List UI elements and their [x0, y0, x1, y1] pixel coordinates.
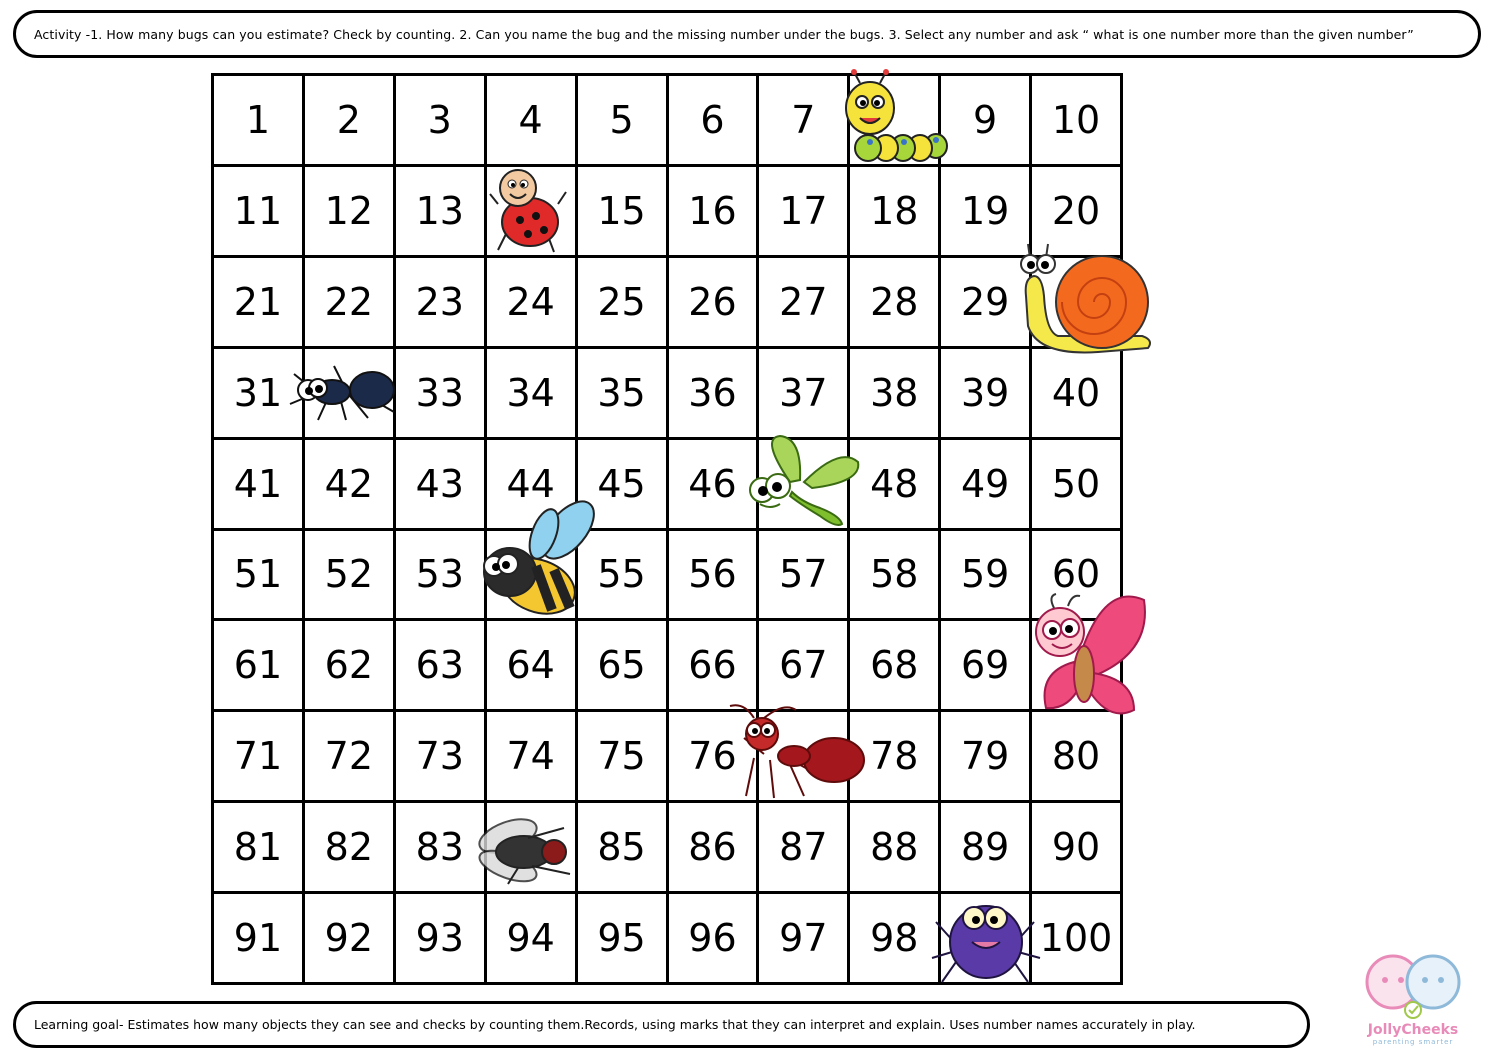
grid-cell: 17 — [759, 167, 850, 258]
grid-cell: 22 — [305, 258, 396, 349]
grid-cell: 24 — [487, 258, 578, 349]
grid-cell: 67 — [759, 621, 850, 712]
grid-cell: 6 — [669, 76, 760, 167]
grid-cell: 18 — [850, 167, 941, 258]
logo-name: JollyCheeks — [1367, 1022, 1459, 1038]
grid-cell: 45 — [578, 440, 669, 531]
grid-cell: 50 — [1032, 440, 1123, 531]
grid-cell: 26 — [669, 258, 760, 349]
number-grid — [211, 73, 1123, 985]
grid-cell: 88 — [850, 803, 941, 894]
grid-cell: 91 — [214, 894, 305, 985]
grid-cell: 39 — [941, 349, 1032, 440]
grid-cell: 5 — [578, 76, 669, 167]
grid-cell: 87 — [759, 803, 850, 894]
grid-cell: 2 — [305, 76, 396, 167]
grid-cell: 38 — [850, 349, 941, 440]
grid-cell: 36 — [669, 349, 760, 440]
instructions-box — [13, 10, 1481, 58]
ant-icon — [724, 698, 866, 802]
grid-cell: 37 — [759, 349, 850, 440]
grid-cell: 62 — [305, 621, 396, 712]
grid-cell: 73 — [396, 712, 487, 803]
grid-cell: 89 — [941, 803, 1032, 894]
grid-cell: 51 — [214, 531, 305, 622]
jollycheeks-logo — [1355, 948, 1471, 1048]
grid-cell: 41 — [214, 440, 305, 531]
grid-cell: 35 — [578, 349, 669, 440]
spider-icon — [284, 360, 402, 424]
grid-cell: 60 — [1032, 531, 1123, 622]
grid-cell: 92 — [305, 894, 396, 985]
purple-spider-icon — [930, 892, 1042, 984]
grid-cell: 11 — [214, 167, 305, 258]
grid-cell: 43 — [396, 440, 487, 531]
grid-cell: 19 — [941, 167, 1032, 258]
grid-cell: 66 — [669, 621, 760, 712]
snail-icon — [1018, 236, 1156, 358]
grid-cell: 65 — [578, 621, 669, 712]
grid-cell: 52 — [305, 531, 396, 622]
grid-cell: 83 — [396, 803, 487, 894]
grid-cell: 82 — [305, 803, 396, 894]
grid-cell: 96 — [669, 894, 760, 985]
fly-icon — [468, 808, 582, 886]
grid-cell: 81 — [214, 803, 305, 894]
grid-cell: 46 — [669, 440, 760, 531]
grid-cell: 74 — [487, 712, 578, 803]
grid-cell: 25 — [578, 258, 669, 349]
grid-cell: 28 — [850, 258, 941, 349]
grid-cell: 90 — [1032, 803, 1123, 894]
grid-cell: 23 — [396, 258, 487, 349]
grid-cell: 33 — [396, 349, 487, 440]
grid-cell: 58 — [850, 531, 941, 622]
grid-cell: 34 — [487, 349, 578, 440]
grid-cell: 27 — [759, 258, 850, 349]
caterpillar-icon — [840, 68, 952, 164]
grid-cell: 59 — [941, 531, 1032, 622]
grid-cell: 21 — [214, 258, 305, 349]
grid-cell: 9 — [941, 76, 1032, 167]
grid-cell: 72 — [305, 712, 396, 803]
grid-cell: 79 — [941, 712, 1032, 803]
grid-cell: 48 — [850, 440, 941, 531]
grid-cell: 15 — [578, 167, 669, 258]
ladybug-icon — [488, 164, 568, 256]
grid-cell: 29 — [941, 258, 1032, 349]
learning-goal-text: Learning goal- Estimates how many objects they can see and checks by counting them.Records, using marks that they can interpret and explain. Uses number names accurately in play. — [34, 1017, 1196, 1032]
grid-cell: 80 — [1032, 712, 1123, 803]
grid-cell: 69 — [941, 621, 1032, 712]
grid-cell: 100 — [1032, 894, 1123, 985]
grid-cell: 71 — [214, 712, 305, 803]
grid-cell: 64 — [487, 621, 578, 712]
grid-cell: 4 — [487, 76, 578, 167]
grid-cell: 56 — [669, 531, 760, 622]
grid-cell: 44 — [487, 440, 578, 531]
grid-cell: 7 — [759, 76, 850, 167]
logo-tagline: parenting smarter — [1372, 1038, 1454, 1046]
grid-cell: 1 — [214, 76, 305, 167]
learning-goal-box — [13, 1001, 1310, 1048]
grid-cell: 78 — [850, 712, 941, 803]
grid-cell: 49 — [941, 440, 1032, 531]
grid-cell: 75 — [578, 712, 669, 803]
grid-cell: 61 — [214, 621, 305, 712]
grid-cell: 20 — [1032, 167, 1123, 258]
grid-cell: 13 — [396, 167, 487, 258]
grid-cell: 57 — [759, 531, 850, 622]
grid-cell: 3 — [396, 76, 487, 167]
grid-cell: 94 — [487, 894, 578, 985]
grid-cell: 86 — [669, 803, 760, 894]
instructions-text: Activity -1. How many bugs can you estimate? Check by counting. 2. Can you name the bug and the missing number under the bugs. 3. Select any number and ask “ what is one number more than the given number” — [34, 26, 1414, 42]
grid-cell: 53 — [396, 531, 487, 622]
grid-cell: 40 — [1032, 349, 1123, 440]
bee-icon — [472, 500, 598, 626]
grid-cell: 63 — [396, 621, 487, 712]
grid-cell: 42 — [305, 440, 396, 531]
grid-cell: 12 — [305, 167, 396, 258]
grid-cell: 68 — [850, 621, 941, 712]
grid-cell: 93 — [396, 894, 487, 985]
grid-cell: 55 — [578, 531, 669, 622]
grid-cell: 98 — [850, 894, 941, 985]
dragonfly-icon — [740, 432, 864, 530]
grid-cell: 31 — [214, 349, 305, 440]
grid-cell: 97 — [759, 894, 850, 985]
grid-cell: 10 — [1032, 76, 1123, 167]
grid-cell: 76 — [669, 712, 760, 803]
grid-cell: 85 — [578, 803, 669, 894]
grid-cell: 95 — [578, 894, 669, 985]
butterfly-icon — [1014, 592, 1150, 722]
logo-faces-icon — [1355, 948, 1471, 1022]
grid-cell: 16 — [669, 167, 760, 258]
